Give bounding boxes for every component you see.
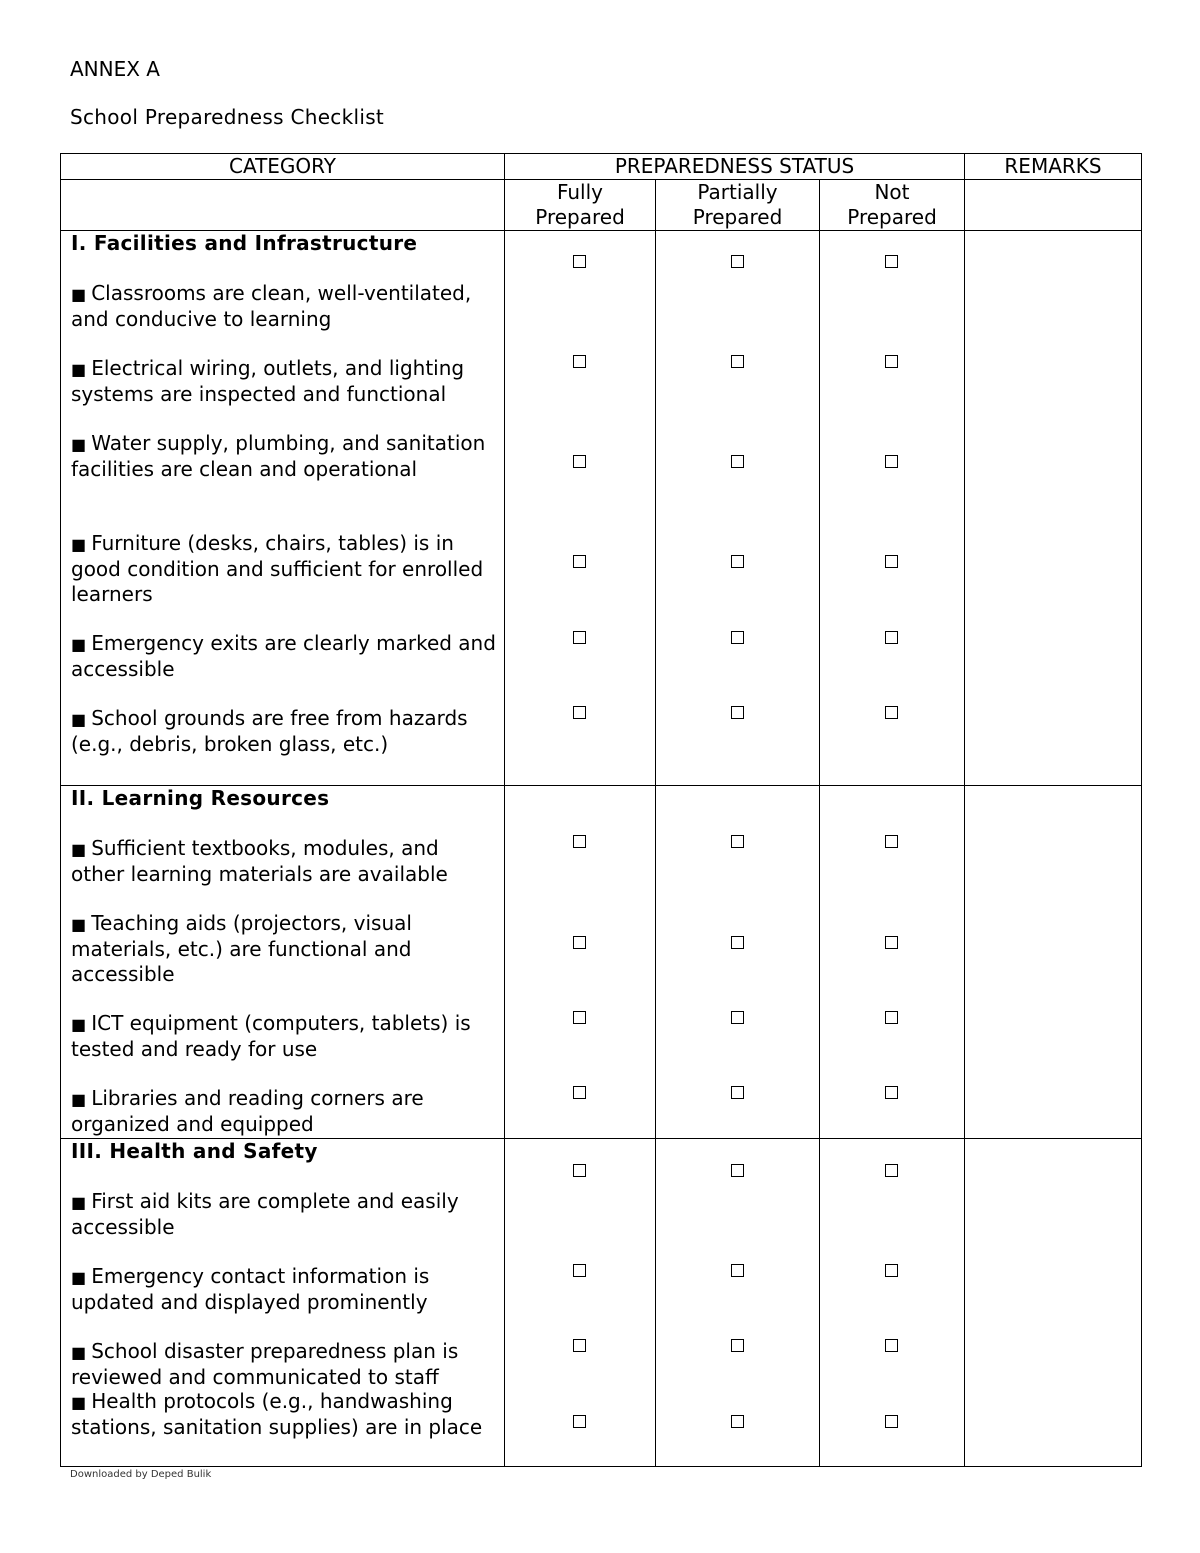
section-title: II. Learning Resources (71, 786, 330, 810)
checkbox-icon[interactable] (885, 1264, 898, 1277)
checkbox-icon[interactable] (731, 1264, 744, 1277)
checklist-item-text: Classrooms are clean, well-ventilated, and conducive to learning (71, 281, 472, 331)
checklist-item-text: Furniture (desks, chairs, tables) is in good condition and sufficient for enrolled learners (71, 531, 484, 606)
bullet-icon: ■ (71, 435, 92, 454)
subheader-row (61, 180, 1142, 231)
checklist-item-text: Health protocols (e.g., handwashing stations, sanitation supplies) are in place (71, 1389, 483, 1439)
checklist-item-text: Emergency contact information is updated and displayed prominently (71, 1264, 430, 1314)
checklist-item-text: Teaching aids (projectors, visual materials, etc.) are functional and accessible (71, 911, 412, 986)
checkbox-icon[interactable] (573, 355, 586, 368)
checkbox-icon[interactable] (573, 1011, 586, 1024)
checkbox-icon[interactable] (731, 835, 744, 848)
remarks-header: REMARKS (965, 154, 1142, 180)
checklist-item (71, 706, 498, 757)
not-prepared-header: Not Prepared (820, 180, 965, 231)
checkbox-icon[interactable] (885, 1415, 898, 1428)
checkbox-icon[interactable] (573, 1086, 586, 1099)
checkbox-icon[interactable] (885, 631, 898, 644)
checkbox-icon[interactable] (573, 936, 586, 949)
checkbox-icon[interactable] (885, 355, 898, 368)
fully-prepared-column (505, 231, 656, 786)
preparedness-checklist-table (60, 153, 1142, 1467)
checkbox-icon[interactable] (885, 1339, 898, 1352)
bullet-icon: ■ (71, 840, 92, 859)
bullet-icon: ■ (71, 1343, 92, 1362)
checkbox-icon[interactable] (573, 1339, 586, 1352)
partially-prepared-column (656, 231, 820, 786)
footer-note: Downloaded by Deped Bulik (70, 1469, 212, 1480)
remarks-cell[interactable] (965, 1139, 1142, 1467)
checkbox-icon[interactable] (885, 1164, 898, 1177)
checklist-item (71, 836, 498, 887)
checklist-item (71, 1339, 498, 1390)
bullet-icon: ■ (71, 285, 92, 304)
section-title: III. Health and Safety (71, 1139, 318, 1163)
checkbox-icon[interactable] (731, 355, 744, 368)
partially-prepared-column (656, 786, 820, 1139)
checklist-item (71, 631, 498, 682)
partially-prepared-column (656, 1139, 820, 1467)
checklist-item-text: Sufficient textbooks, modules, and other learning materials are available (71, 836, 448, 886)
bullet-icon: ■ (71, 1393, 92, 1412)
checklist-item-text: School disaster preparedness plan is reviewed and communicated to staff (71, 1339, 459, 1389)
bullet-icon: ■ (71, 535, 92, 554)
bullet-icon: ■ (71, 1090, 92, 1109)
checkbox-icon[interactable] (885, 706, 898, 719)
section-category-cell (61, 786, 505, 1139)
checkbox-icon[interactable] (731, 1086, 744, 1099)
partially-prepared-header: Partially Prepared (656, 180, 820, 231)
checkbox-icon[interactable] (731, 706, 744, 719)
checkbox-icon[interactable] (731, 1339, 744, 1352)
checkbox-icon[interactable] (573, 1264, 586, 1277)
checkbox-icon[interactable] (885, 936, 898, 949)
not-prepared-column (820, 786, 965, 1139)
fully-prepared-column (505, 1139, 656, 1467)
remarks-cell[interactable] (965, 231, 1142, 786)
checklist-item-text: ICT equipment (computers, tablets) is tested and ready for use (71, 1011, 471, 1061)
checklist-item (71, 356, 498, 407)
checklist-item-text: School grounds are free from hazards (e.g., debris, broken glass, etc.) (71, 706, 468, 756)
checkbox-icon[interactable] (731, 936, 744, 949)
checklist-item (71, 431, 498, 482)
status-header: PREPAREDNESS STATUS (505, 154, 965, 180)
checklist-item-text: Emergency exits are clearly marked and accessible (71, 631, 496, 681)
bullet-icon: ■ (71, 1268, 92, 1287)
checklist-item-text: Water supply, plumbing, and sanitation facilities are clean and operational (71, 431, 486, 481)
checkbox-icon[interactable] (573, 835, 586, 848)
checkbox-icon[interactable] (573, 555, 586, 568)
bullet-icon: ■ (71, 915, 92, 934)
checkbox-icon[interactable] (573, 1164, 586, 1177)
category-header: CATEGORY (61, 154, 505, 180)
fully-prepared-column (505, 786, 656, 1139)
checklist-item (71, 1189, 498, 1240)
not-prepared-column (820, 231, 965, 786)
section-title: I. Facilities and Infrastructure (71, 231, 418, 255)
checkbox-icon[interactable] (885, 555, 898, 568)
checkbox-icon[interactable] (731, 455, 744, 468)
bullet-icon: ■ (71, 1193, 92, 1212)
section-health-safety (61, 1139, 1142, 1467)
checkbox-icon[interactable] (573, 455, 586, 468)
bullet-icon: ■ (71, 635, 92, 654)
checklist-item (71, 1264, 498, 1315)
checklist-item (71, 281, 498, 332)
checkbox-icon[interactable] (885, 455, 898, 468)
checkbox-icon[interactable] (573, 631, 586, 644)
checklist-item (71, 911, 498, 987)
checkbox-icon[interactable] (731, 1164, 744, 1177)
section-facilities (61, 231, 1142, 786)
checkbox-icon[interactable] (731, 255, 744, 268)
bullet-icon: ■ (71, 360, 92, 379)
fully-prepared-header: Fully Prepared (505, 180, 656, 231)
annex-label: ANNEX A (70, 57, 160, 81)
checklist-item (71, 531, 498, 607)
header-row (61, 154, 1142, 180)
checklist-item-text: Libraries and reading corners are organized and equipped (71, 1086, 424, 1136)
checklist-item-text: First aid kits are complete and easily accessible (71, 1189, 459, 1239)
checkbox-icon[interactable] (573, 1415, 586, 1428)
page-title: School Preparedness Checklist (70, 105, 385, 129)
section-category-cell (61, 1139, 505, 1467)
checkbox-icon[interactable] (573, 706, 586, 719)
bullet-icon: ■ (71, 1015, 92, 1034)
remarks-cell[interactable] (965, 786, 1142, 1139)
checkbox-icon[interactable] (731, 555, 744, 568)
checkbox-icon[interactable] (573, 255, 586, 268)
checkbox-icon[interactable] (731, 631, 744, 644)
bullet-icon: ■ (71, 710, 92, 729)
checkbox-icon[interactable] (885, 1086, 898, 1099)
remarks-subheader-empty (965, 180, 1142, 231)
checkbox-icon[interactable] (885, 255, 898, 268)
checklist-item (71, 1086, 498, 1137)
category-subheader-empty (61, 180, 505, 231)
checklist-item-text: Electrical wiring, outlets, and lighting systems are inspected and functional (71, 356, 465, 406)
not-prepared-column (820, 1139, 965, 1467)
section-category-cell (61, 231, 505, 786)
checkbox-icon[interactable] (885, 835, 898, 848)
checkbox-icon[interactable] (885, 1011, 898, 1024)
section-learning-resources (61, 786, 1142, 1139)
checklist-item (71, 1011, 498, 1062)
checkbox-icon[interactable] (731, 1011, 744, 1024)
checkbox-icon[interactable] (731, 1415, 744, 1428)
checklist-item (71, 1389, 498, 1440)
